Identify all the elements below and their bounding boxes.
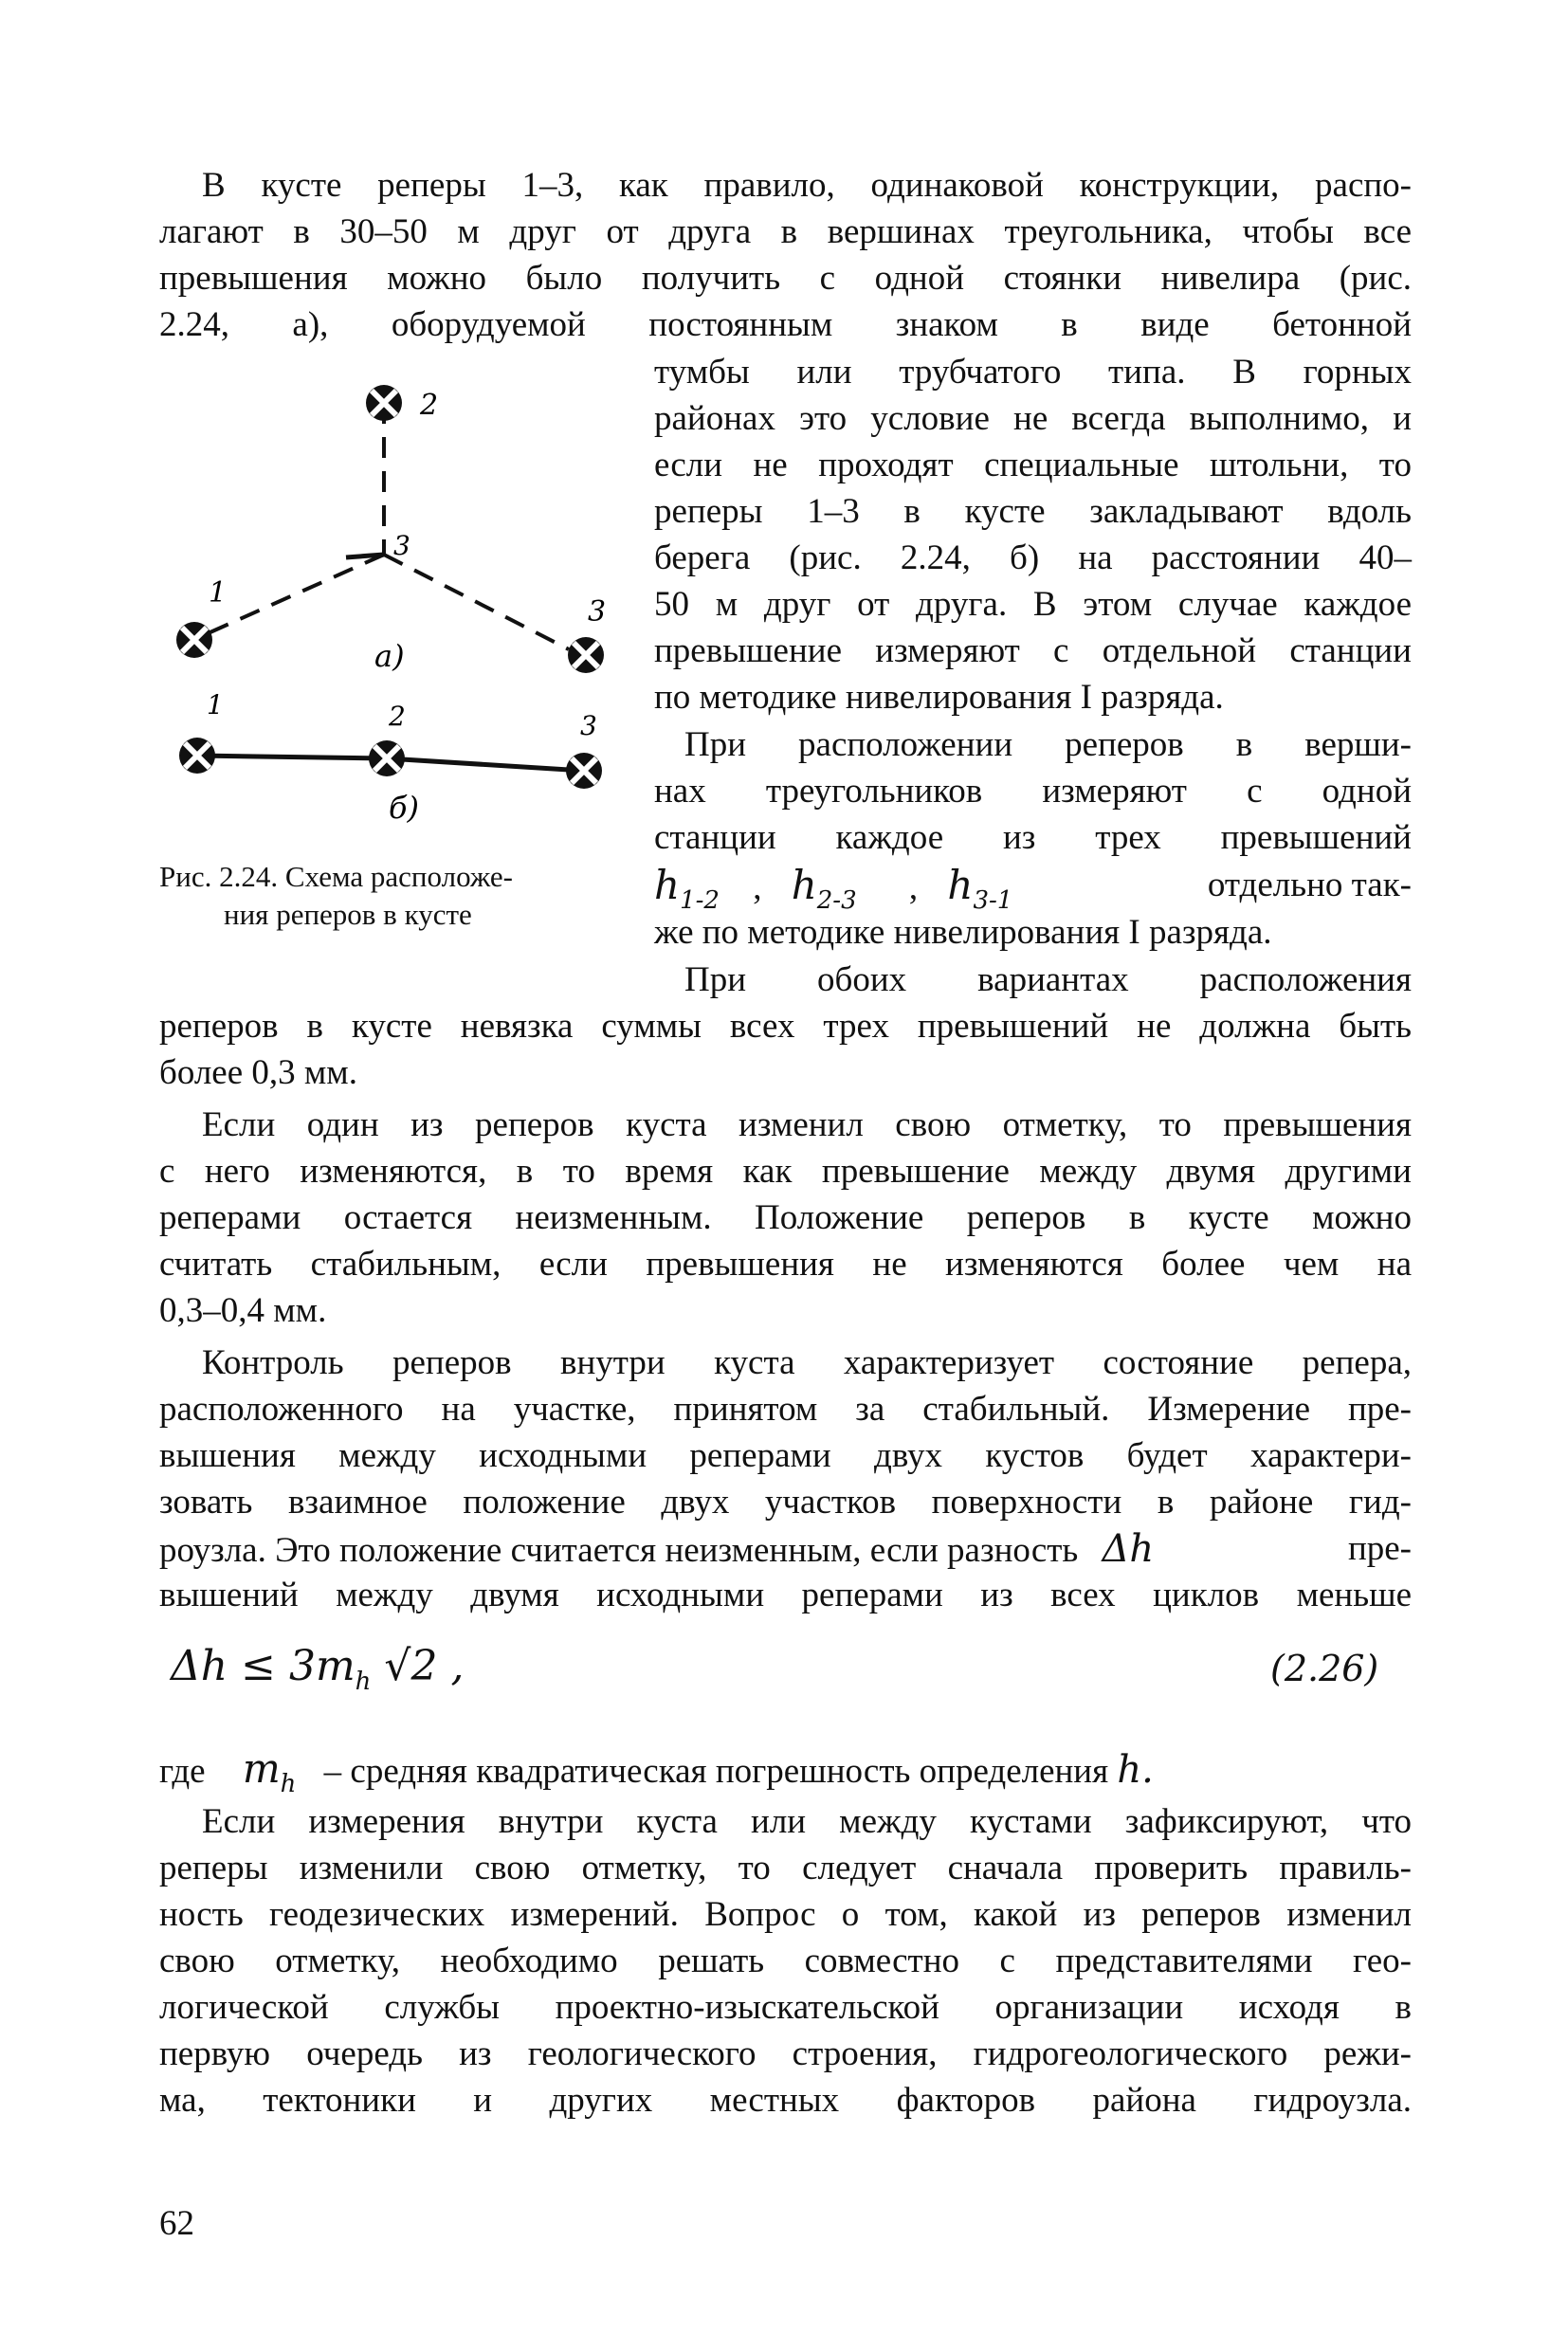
text-tail: пре- — [1347, 1529, 1412, 1568]
benchmark-3-marker — [568, 637, 604, 673]
figure-caption: Рис. 2.24. Схема расположе- — [159, 860, 513, 893]
delta-h-symbol: Δh — [1102, 1527, 1155, 1571]
label-1: 1 — [207, 689, 224, 720]
text-line: расположенного на участке, принятом за стабильный. Измерение пре- — [159, 1390, 1412, 1429]
label-3-center: 3 — [393, 530, 410, 561]
figure-caption: ния реперов в кусте — [224, 898, 472, 931]
text-line: 2.24, а), оборудуемой постоянным знаком в виде бетонной — [159, 305, 1412, 344]
text-line: Контроль реперов внутри куста характеризует состояние репера, — [202, 1343, 1412, 1382]
text-line: вышения между исходными реперами двух кустов будет характери- — [159, 1436, 1412, 1475]
text-line: реперов в кусте невязка суммы всех трех превышений не должна быть — [159, 1007, 1412, 1046]
text-line: 0,3–0,4 мм. — [159, 1291, 327, 1330]
text-line: реперами остается неизменным. Положение реперов в кусте можно — [159, 1198, 1412, 1237]
text-line: реперы изменили свою отметку, то следует сначала проверить правиль- — [159, 1849, 1412, 1887]
label-3: 3 — [588, 595, 607, 629]
height-3-1: $h_{3-1}$ — [947, 862, 1013, 915]
text-line: нах треугольников измеряют с одной — [654, 772, 1412, 811]
text-line: зовать взаимное положение двух участков поверхности в районе гид- — [159, 1483, 1412, 1522]
benchmark-scheme-figure — [152, 365, 645, 858]
heights-line: $h_{1-2}$ , $h_{2-3}$ , $h_{3-1}$ отдельно так- — [654, 862, 1412, 915]
definition-line: где $m_h$ – средняя квадратическая погрешность определения h. — [159, 1745, 1154, 1798]
label-3: 3 — [580, 710, 597, 741]
text-line: ма, тектоники и других местных факторов района гидроузла. — [159, 2081, 1412, 2120]
m-symbol: $m_h$ — [242, 1745, 297, 1798]
caption-a: а) — [374, 638, 405, 674]
text-line: роузла. Это положение считается неизменным, если разность Δh пре- — [159, 1527, 1412, 1571]
text-line: считать стабильным, если превышения не изменяются более чем на — [159, 1245, 1412, 1284]
text-line: Если один из реперов куста изменил свою отметку, то превышения — [202, 1105, 1412, 1144]
text-line: первую очередь из геологического строения, гидрогеологического режи- — [159, 2034, 1412, 2073]
benchmark-1-marker — [176, 622, 212, 658]
scheme-b — [179, 689, 602, 826]
height-2-3: $h_{2-3}$ — [791, 862, 857, 915]
caption-b: б) — [389, 790, 420, 826]
text-line: станции каждое из трех превышений — [654, 818, 1412, 857]
benchmark-2-marker — [369, 740, 405, 776]
text-line: превышения можно было получить с одной стоянки нивелира (рис. — [159, 259, 1412, 298]
formula: $\Delta h \le 3m_h$ √2 , — [171, 1642, 465, 1696]
text-line: по методике нивелирования I разряда. — [654, 678, 1224, 717]
page-number: 62 — [159, 2204, 194, 2243]
text-line: логической службы проектно-изыскательской организации исходя в — [159, 1988, 1412, 2027]
text-line: если не проходят специальные штольни, то — [654, 446, 1412, 484]
benchmark-1-marker — [179, 738, 215, 774]
scheme-a — [176, 385, 606, 674]
text-line: 50 м друг от друга. В этом случае каждое — [654, 585, 1412, 624]
benchmark-2-marker — [366, 385, 402, 421]
text-line: ность геодезических измерений. Вопрос о том, какой из реперов изменил — [159, 1895, 1412, 1934]
text-line: В кусте реперы 1–3, как правило, одинаковой конструкции, распо- — [202, 166, 1412, 205]
text-line: с него изменяются, в то время как превышение между двумя другими — [159, 1152, 1412, 1191]
text-line: берега (рис. 2.24, б) на расстоянии 40– — [654, 538, 1412, 577]
text-line: реперы 1–3 в кусте закладывают вдоль — [654, 492, 1412, 531]
label-1: 1 — [209, 576, 228, 610]
label-2: 2 — [389, 701, 406, 732]
text-line: более 0,3 мм. — [159, 1053, 357, 1092]
text-line: вышений между двумя исходными реперами из всех циклов меньше — [159, 1576, 1412, 1614]
text-line: районах это условие не всегда выполнимо, и — [654, 399, 1412, 438]
text-line: Если измерения внутри куста или между кустами зафиксируют, что — [202, 1802, 1412, 1841]
height-1-2: $h_{1-2}$ — [654, 862, 720, 915]
text-line: При обоих вариантах расположения — [684, 960, 1412, 999]
text-line: лагают в 30–50 м друг от друга в вершинах треугольника, чтобы все — [159, 212, 1412, 251]
label-2: 2 — [420, 389, 439, 422]
text-line: превышение измеряют с отдельной станции — [654, 631, 1412, 670]
text-line: При расположении реперов в верши- — [684, 725, 1412, 764]
benchmark-3-marker — [566, 753, 602, 789]
formula-number: (2.26) — [1270, 1648, 1379, 1689]
text-line: тумбы или трубчатого типа. В горных — [654, 353, 1412, 392]
text-tail: отдельно так- — [1207, 866, 1412, 904]
text-line: же по методике нивелирования I разряда. — [654, 913, 1272, 952]
h-symbol: h. — [1117, 1748, 1154, 1792]
text-line: свою отметку, необходимо решать совместно с представителями гео- — [159, 1942, 1412, 1980]
